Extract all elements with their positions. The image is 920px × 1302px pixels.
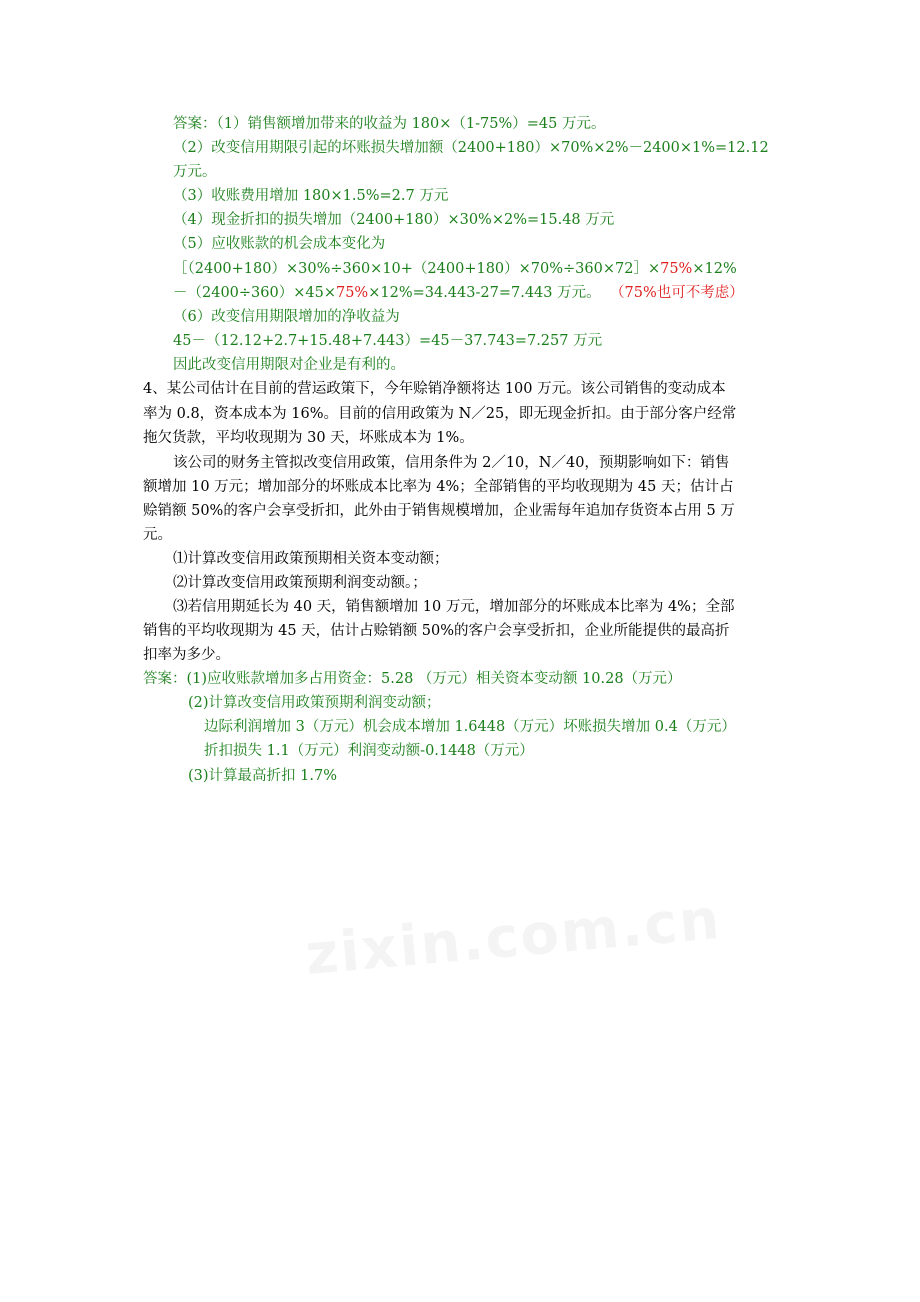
q4-para-line2: 率为 0.8，资本成本为 16%。目前的信用政策为 N／25，即无现金折扣。由于部分客户经常 bbox=[143, 406, 737, 422]
answer2-line5: (3)计算最高折扣 1.7% bbox=[188, 768, 337, 784]
q4-sub3-line3: 扣率为多少。 bbox=[143, 647, 230, 663]
answer1-note: （75%也可不考虑） bbox=[610, 285, 744, 301]
q4-para-line5: 额增加 10 万元；增加部分的坏账成本比率为 4%；全部销售的平均收现期为 45 天；估计占 bbox=[143, 479, 734, 495]
answer2-line2: (2)计算改变信用政策预期利润变动额； bbox=[188, 695, 441, 711]
q4-para-line4: 该公司的财务主管拟改变信用政策，信用条件为 2／10，N／40，预期影响如下：销售 bbox=[173, 455, 730, 471]
q4-para-line6: 赊销额 50%的客户会享受折扣，此外由于销售规模增加，企业需每年追加存货资本占用 5 万 bbox=[143, 503, 735, 519]
answer1-line2: （2）改变信用期限引起的坏账损失增加额（2400+180）×70%×2%－2400×1%=12.12 bbox=[173, 140, 769, 156]
answer1-line7 bbox=[173, 259, 737, 279]
answer1-line7-part-a: ［（2400+180）×30%÷360×10+（2400+180）×70%÷360×72］× bbox=[173, 261, 661, 277]
answer2-line3: 边际利润增加 3（万元）机会成本增加 1.6448（万元）坏账损失增加 0.4（万元） bbox=[204, 719, 736, 735]
answer1-line8 bbox=[173, 283, 601, 303]
q4-sub1: ⑴计算改变信用政策预期相关资本变动额； bbox=[173, 551, 449, 567]
q4-sub3-line2: 销售的平均收现期为 45 天，估计占赊销额 50%的客户会享受折扣，企业所能提供的最高折 bbox=[143, 623, 730, 639]
answer1-line9: （6）改变信用期限增加的净收益为 bbox=[173, 309, 400, 325]
answer1-line8-highlight: 75% bbox=[335, 285, 369, 301]
answer1-line3: 万元。 bbox=[173, 164, 217, 180]
answer1-line8-part-a: －（2400÷360）×45× bbox=[173, 285, 336, 301]
answer1-line4: （3）收账费用增加 180×1.5%=2.7 万元 bbox=[173, 188, 449, 204]
answer2-line4: 折扣损失 1.1（万元）利润变动额-0.1448（万元） bbox=[204, 743, 534, 759]
answer1-line10: 45－（12.12+2.7+15.48+7.443）=45－37.743=7.257 万元 bbox=[173, 333, 603, 349]
answer1-line6: （5）应收账款的机会成本变化为 bbox=[173, 236, 386, 252]
answer1-line5: （4）现金折扣的损失增加（2400+180）×30%×2%=15.48 万元 bbox=[173, 212, 615, 228]
q4-para-line7: 元。 bbox=[143, 527, 172, 543]
q4-sub2: ⑵计算改变信用政策预期利润变动额。； bbox=[173, 575, 427, 591]
answer1-line8-part-c: ×12%=34.443-27=7.443 万元。 bbox=[368, 285, 601, 301]
q4-para-line1: 4、某公司估计在目前的营运政策下，今年赊销净额将达 100 万元。该公司销售的变动成本 bbox=[143, 381, 726, 397]
answer2-line1: 答案：(1)应收账款增加多占用资金：5.28 （万元）相关资本变动额 10.28（万元） bbox=[143, 671, 682, 687]
q4-para-line3: 拖欠货款，平均收现期为 30 天，坏账成本为 1%。 bbox=[143, 430, 474, 446]
answer1-line1: 答案：（1）销售额增加带来的收益为 180×（1-75%）=45 万元。 bbox=[173, 116, 606, 132]
q4-sub3-line1: ⑶若信用期延长为 40 天，销售额增加 10 万元，增加部分的坏账成本比率为 4%；全部 bbox=[173, 599, 735, 615]
answer1-line7-part-c: ×12% bbox=[692, 261, 737, 277]
watermark-logo: zixin.com.cn bbox=[302, 886, 724, 989]
answer1-line7-highlight: 75% bbox=[660, 261, 693, 277]
answer1-line11: 因此改变信用期限对企业是有利的。 bbox=[173, 357, 405, 373]
